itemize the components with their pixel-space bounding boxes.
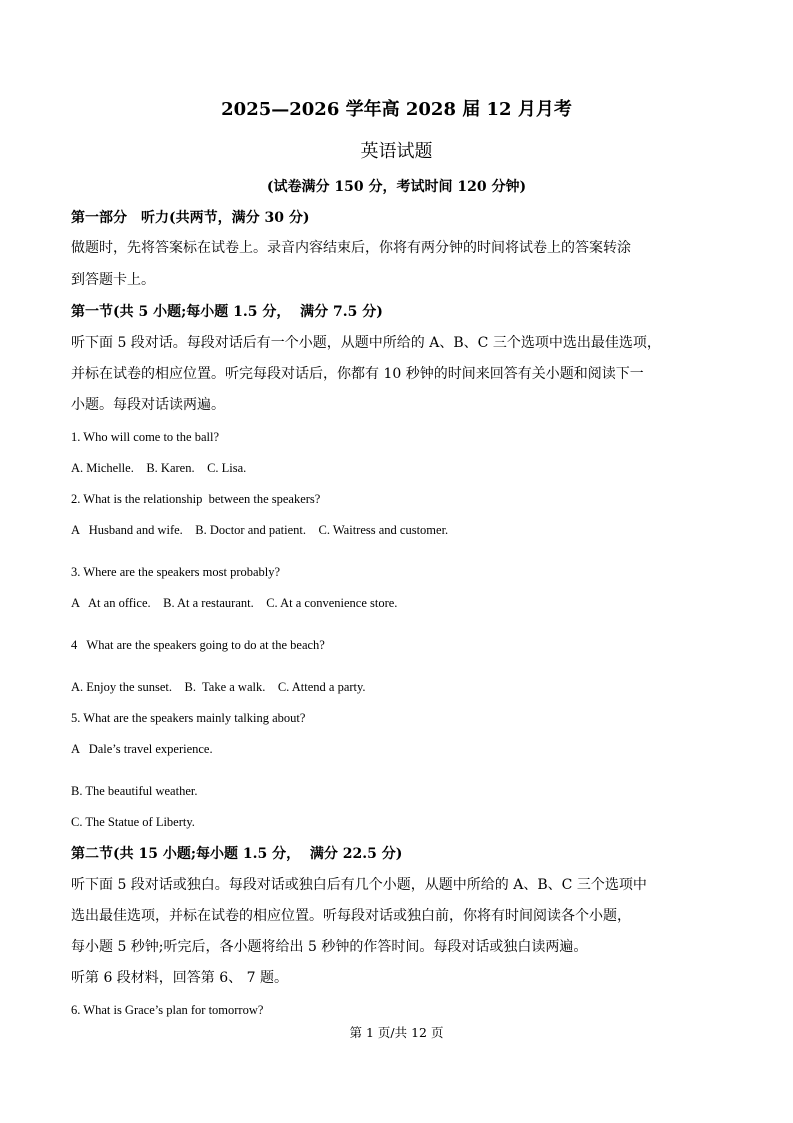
exam-title: 2025—2026 学年高 2028 届 12 月月考	[221, 99, 572, 120]
question-1: 1. Who will come to the ball?	[71, 430, 219, 444]
question-2: 2. What is the relationship between the speakers?	[71, 492, 321, 506]
question-4-options: A. Enjoy the sunset. B. Take a walk. C. Attend a party.	[71, 680, 366, 694]
section2-heading: 第二节(共 15 小题;每小题 1.5 分， 满分 22.5 分)	[71, 846, 403, 862]
part1-instruction-line2: 到答题卡上。	[71, 272, 155, 288]
question-5-option-a: A Dale’s travel experience.	[71, 742, 213, 756]
exam-time-note: (试卷满分 150 分，考试时间 120 分钟)	[266, 179, 527, 195]
exam-subject: 英语试题	[360, 141, 433, 162]
section2-instruction-line2: 选出最佳选项，并标在试卷的相应位置。听每段对话或独白前，你将有时间阅读各个小题，	[71, 908, 631, 924]
section1-instruction-line2: 并标在试卷的相应位置。听完每段对话后，你都有 10 秒钟的时间来回答有关小题和阅读下一	[71, 366, 644, 382]
question-2-options: A Husband and wife. B. Doctor and patient. C. Waitress and customer.	[71, 523, 449, 537]
question-6: 6. What is Grace’s plan for tomorrow?	[71, 1003, 264, 1017]
part1-heading: 第一部分 听力(共两节，满分 30 分)	[71, 210, 310, 226]
section2-material-6-label: 听第 6 段材料，回答第 6、 7 题。	[71, 970, 288, 986]
question-5-option-b: B. The beautiful weather.	[71, 784, 198, 798]
question-5-option-c: C. The Statue of Liberty.	[71, 815, 195, 829]
part1-instruction-line1: 做题时，先将答案标在试卷上。录音内容结束后，你将有两分钟的时间将试卷上的答案转涂	[71, 240, 631, 256]
question-4: 4 What are the speakers going to do at the beach?	[71, 638, 325, 652]
page-number: 第 1 页/共 12 页	[349, 1025, 444, 1040]
section2-instruction-line3: 每小题 5 秒钟;听完后，各小题将给出 5 秒钟的作答时间。每段对话或独白读两遍。	[71, 939, 588, 955]
question-5: 5. What are the speakers mainly talking about?	[71, 711, 306, 725]
section1-instruction-line3: 小题。每段对话读两遍。	[71, 397, 225, 413]
question-1-options: A. Michelle. B. Karen. C. Lisa.	[71, 461, 247, 475]
question-3-options: A At an office. B. At a restaurant. C. At a convenience store.	[71, 596, 398, 610]
section1-heading: 第一节(共 5 小题;每小题 1.5 分， 满分 7.5 分)	[71, 304, 383, 320]
section1-instruction-line1: 听下面 5 段对话。每段对话后有一个小题，从题中所给的 A、B、C 三个选项中选出最佳选项，	[71, 335, 661, 351]
section2-instruction-line1: 听下面 5 段对话或独白。每段对话或独白后有几个小题，从题中所给的 A、B、C 三个选项中	[71, 877, 647, 893]
question-3: 3. Where are the speakers most probably?	[71, 565, 281, 579]
